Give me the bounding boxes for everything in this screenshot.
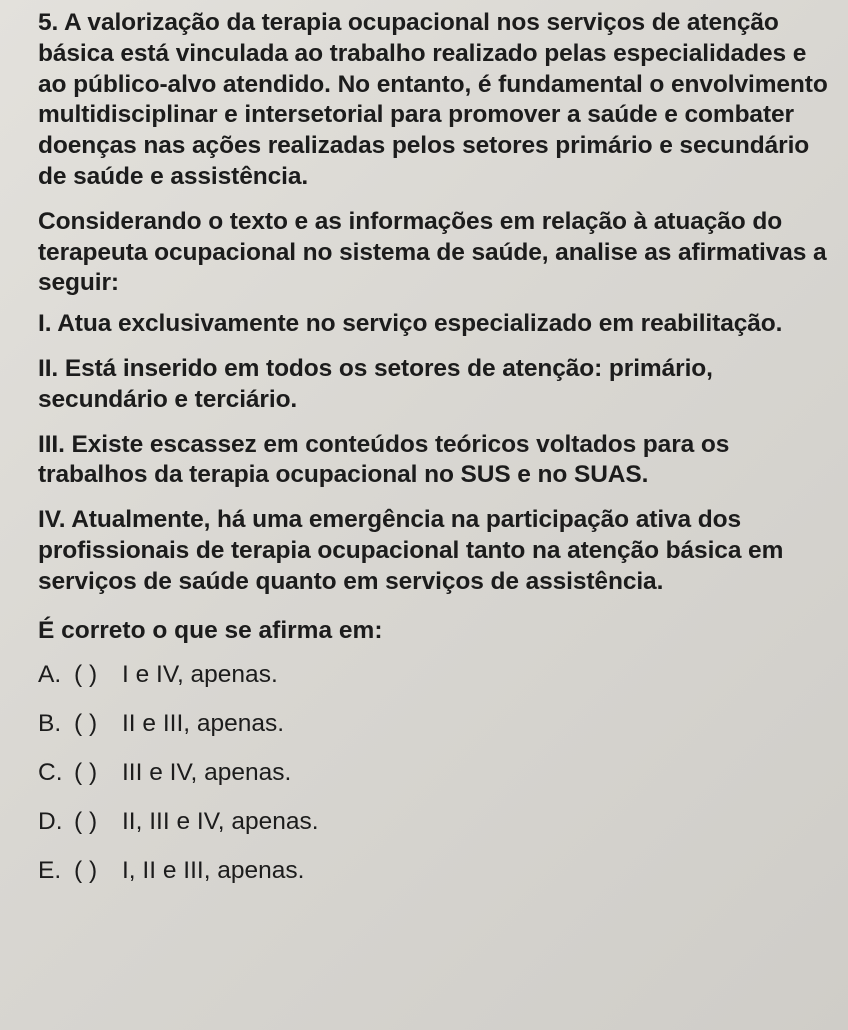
option-b[interactable] [38,709,838,740]
prompt-text: É correto o que se afirma em: [38,616,383,644]
statement-1: I. Atua exclusivamente no serviço especializado em reabilitação. [38,310,783,338]
statement-3: III. Existe escassez em conteúdos teóricos voltados para os trabalhos da terapia ocupacional no SUS e no SUAS. [38,430,730,489]
option-a[interactable] [38,660,838,691]
option-e-checkbox[interactable]: ( ) [74,856,98,884]
option-e[interactable] [38,856,838,887]
option-c[interactable] [38,758,838,789]
option-c-text: III e IV, apenas. [122,758,292,786]
option-a-text: I e IV, apenas. [122,661,278,689]
option-e-text: I, II e III, apenas. [122,856,305,884]
option-c-checkbox[interactable]: ( ) [74,758,98,786]
option-d[interactable] [38,807,838,838]
option-e-letter: E. [38,856,62,884]
option-d-text: II, III e IV, apenas. [122,807,319,835]
option-c-letter: C. [38,758,63,786]
intro-text: Considerando o texto e as informações em relação à atuação do terapeuta ocupacional no sistema de saúde, analise as afirmativas a seguir: [38,207,827,297]
statements-list [38,309,838,597]
option-a-letter: A. [38,661,62,689]
statement-2: II. Está inserido em todos os setores de atenção: primário, secundário e terciário. [38,354,713,413]
option-b-letter: B. [38,710,62,738]
question-text: 5. A valorização da terapia ocupacional nos serviços de atenção básica está vinculada ao trabalho realizado pelas especialidades e ao público-alvo atendido. No entanto, é fundamental o envolvimento multidisciplinar e intersetorial para promover a saúde e combater doenças nas ações realizadas pelos setores primário e secundário de saúde e assistência. [38,9,828,190]
option-b-text: II e III, apenas. [122,710,285,738]
option-b-checkbox[interactable]: ( ) [74,710,98,738]
option-a-checkbox[interactable]: ( ) [74,661,98,689]
answer-options [38,660,838,886]
exam-page [38,8,838,904]
option-d-checkbox[interactable]: ( ) [74,807,98,835]
statement-4: IV. Atualmente, há uma emergência na participação ativa dos profissionais de terapia ocupacional tanto na atenção básica em serviços de saúde quanto em serviços de assistência. [38,506,784,595]
option-d-letter: D. [38,807,63,835]
